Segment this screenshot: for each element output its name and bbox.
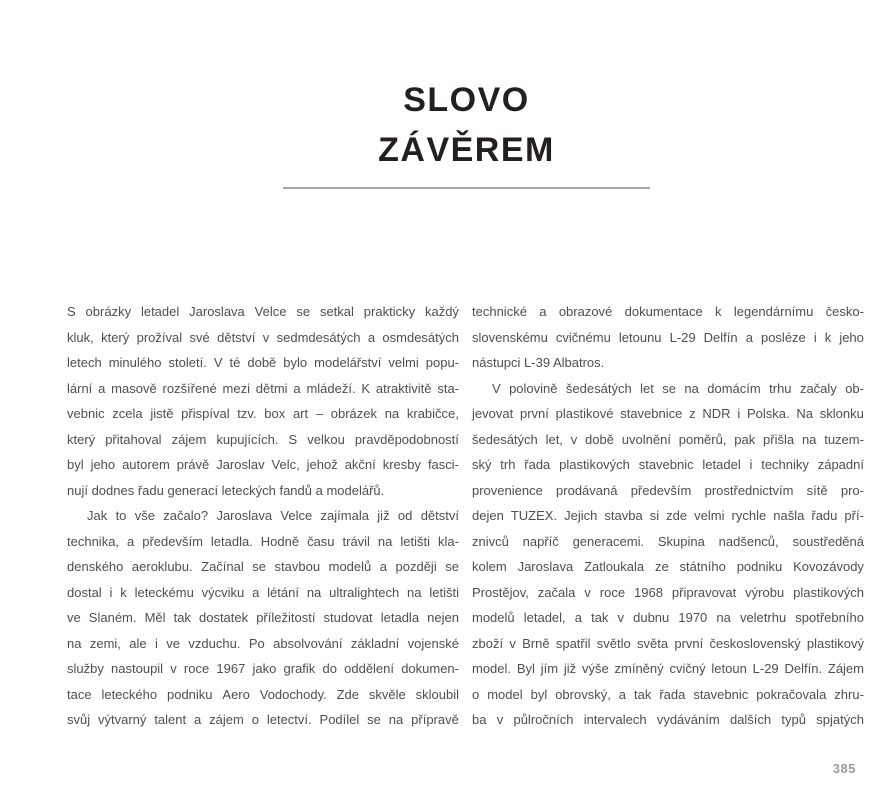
text-line: kluk, který prožíval své dětství v sedmdesátých a osmdesátých (67, 329, 459, 345)
text-line: znivců napříč generacemi. Skupina nadšenců, soustředěná (472, 533, 864, 549)
body-text-columns (67, 299, 864, 733)
text-line: na zemi, ale i ve vzduchu. Po absolvování základní vojenské (67, 635, 459, 651)
text-line: vebnic zcela jistě přispíval tzv. box art – obrázek na krabičce, (67, 406, 459, 421)
text-line: nástupci L-39 Albatros. (472, 355, 605, 370)
text-line: letech minulého století. V té době bylo modelářství velmi popu- (67, 355, 459, 370)
text-line: jevovat první plastikové stavebnice z NDR i Polska. Na sklonku (472, 406, 864, 421)
text-line: byl jeho autorem právě Jaroslav Velc, jehož akční kresby fasci- (67, 457, 459, 472)
text-line: denského aeroklubu. Začínal se stavbou modelů a později se (67, 559, 459, 574)
text-line: provenience prodávaná především prostřednictvím sítě pro- (472, 482, 864, 498)
text-line: který přitahoval zájem kupujících. S velkou pravděpodobností (67, 431, 459, 447)
page-title-line-2: ZÁVĚREM (378, 131, 555, 169)
text-line: zboží v Brně spatřil světlo světa první československý plastikový (472, 635, 864, 651)
page-title (283, 75, 650, 175)
title-divider-rule (283, 187, 650, 189)
page-title-line-1: SLOVO (403, 81, 530, 119)
text-line: dostal i k leteckému výcviku a létání na ultralightech na letišti (67, 584, 459, 600)
text-line: S obrázky letadel Jaroslava Velce se setkal prakticky každý (67, 304, 459, 319)
text-line: kolem Jaroslava Zatloukala ze státního podniku Kovozávody (472, 559, 864, 574)
text-line: Jak to vše začalo? Jaroslava Velce zajímala již od dětství (87, 508, 459, 523)
text-line: modelů letadel, a tak v dubnu 1970 na veletrhu spotřebního (472, 610, 864, 625)
text-line: dejen TUZEX. Jejich stavba si zde velmi rychle našla řadu pří- (472, 508, 864, 523)
text-line: služby nastoupil v roce 1967 jako grafik do oddělení dokumen- (67, 661, 459, 676)
text-line: model. Byl jím již výše zmíněný cvičný letoun L-29 Delfín. Zájem (472, 661, 864, 676)
text-line: Prostějov, začala v roce 1968 připravovat výrobu plastikových (472, 584, 864, 600)
text-line: šedesátých let, v době uvolnění poměrů, pak přišla na tuzem- (472, 431, 864, 447)
text-line: svůj výtvarný talent a zájem o letectví. Podílel se na přípravě (67, 712, 459, 727)
text-line: ba v půlročních intervalech vydáváním dalších typů spjatých (472, 712, 864, 727)
text-line: nují dodnes řadu generací leteckých fandů a modelářů. (67, 482, 385, 498)
text-line: ve Slaném. Měl tak dostatek příležitostí studovat letadla nejen (67, 610, 459, 625)
text-line: technické a obrazové dokumentace k legendárnímu česko- (472, 304, 864, 319)
text-line: technika, a především letadla. Hodně času trávil na letišti kla- (67, 533, 459, 549)
text-line: V polovině šedesátých let se na domácím trhu začaly ob- (492, 380, 864, 396)
page-number: 385 (832, 761, 856, 776)
text-column-left (67, 299, 459, 733)
text-line: o model byl obrovský, a tak řada stavebnic pokračovala zhru- (472, 686, 864, 702)
text-line: ský trh řada plastikových stavebnic letadel i techniky západní (472, 457, 864, 472)
text-line: tace leteckého podniku Aero Vodochody. Zde skvěle skloubil (67, 686, 459, 702)
text-line: slovenskému cvičnému letounu L-29 Delfín a posléze i k jeho (472, 329, 864, 345)
text-line: lární a masově rozšířené mezi dětmi a mládeží. K atraktivitě sta- (67, 380, 459, 396)
text-column-right (472, 299, 864, 733)
